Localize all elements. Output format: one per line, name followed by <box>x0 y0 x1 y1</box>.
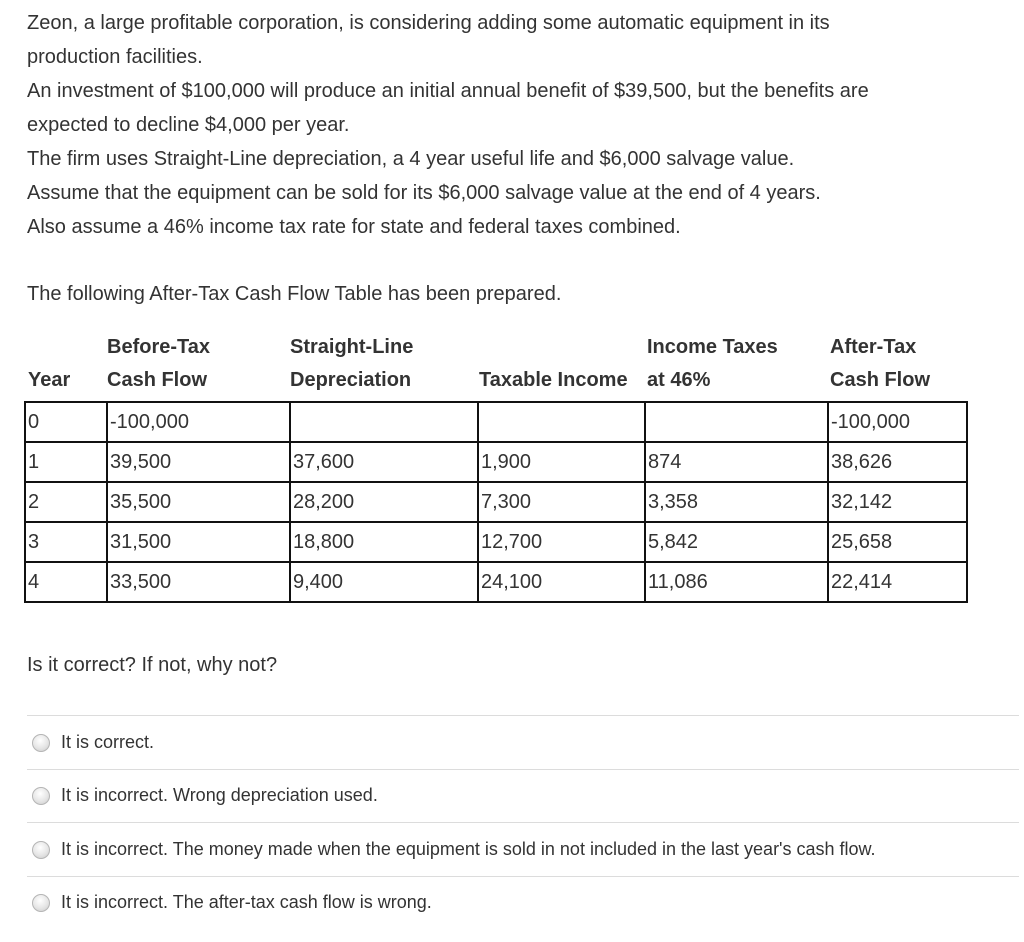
cell-year: 4 <box>25 562 107 602</box>
problem-line: The firm uses Straight-Line depreciation, a 4 year useful life and $6,000 salvage value. <box>27 148 795 170</box>
table-row <box>25 402 967 442</box>
header-before-tax-line1: Before-Tax <box>107 336 210 358</box>
cell-after-tax: 22,414 <box>828 562 967 602</box>
cell-before-tax: 39,500 <box>107 442 290 482</box>
cell-before-tax: 35,500 <box>107 482 290 522</box>
header-depreciation-line1: Straight-Line <box>290 336 414 358</box>
problem-line: expected to decline $4,000 per year. <box>27 114 350 136</box>
problem-line: Also assume a 46% income tax rate for state and federal taxes combined. <box>27 216 681 238</box>
table-row <box>25 522 967 562</box>
cell-income-taxes: 874 <box>645 442 828 482</box>
option-divider <box>27 876 1019 877</box>
radio-button-icon[interactable] <box>32 734 50 752</box>
problem-statement <box>27 6 1007 244</box>
option-label: It is incorrect. The after-tax cash flow is wrong. <box>61 892 432 912</box>
header-depreciation-line2: Depreciation <box>290 369 412 391</box>
cell-after-tax: 25,658 <box>828 522 967 562</box>
cell-depreciation: 18,800 <box>290 522 478 562</box>
problem-line: production facilities. <box>27 46 203 68</box>
radio-button-icon[interactable] <box>32 787 50 805</box>
cell-after-tax: 32,142 <box>828 482 967 522</box>
cell-taxable-income: 1,900 <box>478 442 645 482</box>
question-text: Is it correct? If not, why not? <box>27 654 278 676</box>
header-before-tax-line2: Cash Flow <box>107 369 208 391</box>
radio-button-icon[interactable] <box>32 894 50 912</box>
header-taxable-income: Taxable Income <box>479 369 628 391</box>
cell-after-tax: -100,000 <box>828 402 967 442</box>
option-divider <box>27 769 1019 770</box>
option-wrong-depreciation[interactable] <box>32 785 378 806</box>
cell-after-tax: 38,626 <box>828 442 967 482</box>
cell-year: 1 <box>25 442 107 482</box>
cell-taxable-income <box>478 402 645 442</box>
cell-before-tax: 31,500 <box>107 522 290 562</box>
cell-income-taxes: 3,358 <box>645 482 828 522</box>
cell-taxable-income: 7,300 <box>478 482 645 522</box>
header-income-taxes-line2: at 46% <box>647 369 711 391</box>
cell-taxable-income: 12,700 <box>478 522 645 562</box>
problem-line: Assume that the equipment can be sold for its $6,000 salvage value at the end of 4 years. <box>27 182 821 204</box>
cell-year: 2 <box>25 482 107 522</box>
table-intro: The following After-Tax Cash Flow Table has been prepared. <box>27 283 562 305</box>
radio-button-icon[interactable] <box>32 841 50 859</box>
option-divider <box>27 715 1019 716</box>
cell-taxable-income: 24,100 <box>478 562 645 602</box>
cell-before-tax: -100,000 <box>107 402 290 442</box>
cell-before-tax: 33,500 <box>107 562 290 602</box>
option-label: It is correct. <box>61 732 155 752</box>
cell-income-taxes: 5,842 <box>645 522 828 562</box>
option-label: It is incorrect. Wrong depreciation used. <box>61 785 378 805</box>
cell-depreciation <box>290 402 478 442</box>
cell-year: 3 <box>25 522 107 562</box>
table-row <box>25 562 967 602</box>
header-after-tax-line1: After-Tax <box>830 336 917 358</box>
cell-year: 0 <box>25 402 107 442</box>
option-salvage-not-included[interactable] <box>32 839 876 860</box>
cell-depreciation: 28,200 <box>290 482 478 522</box>
option-correct[interactable] <box>32 732 154 753</box>
header-year: Year <box>28 369 71 391</box>
cash-flow-table <box>24 401 968 603</box>
cell-depreciation: 37,600 <box>290 442 478 482</box>
table-row <box>25 442 967 482</box>
option-divider <box>27 822 1019 823</box>
problem-line: Zeon, a large profitable corporation, is considering adding some automatic equipment in its <box>27 12 830 34</box>
cell-income-taxes <box>645 402 828 442</box>
cell-income-taxes: 11,086 <box>645 562 828 602</box>
option-label: It is incorrect. The money made when the equipment is sold in not included in the last year's cash flow. <box>61 839 876 859</box>
option-after-tax-wrong[interactable] <box>32 892 432 913</box>
header-after-tax-line2: Cash Flow <box>830 369 931 391</box>
cell-depreciation: 9,400 <box>290 562 478 602</box>
table-row <box>25 482 967 522</box>
header-income-taxes-line1: Income Taxes <box>647 336 778 358</box>
problem-line: An investment of $100,000 will produce an initial annual benefit of $39,500, but the benefits are <box>27 80 869 102</box>
